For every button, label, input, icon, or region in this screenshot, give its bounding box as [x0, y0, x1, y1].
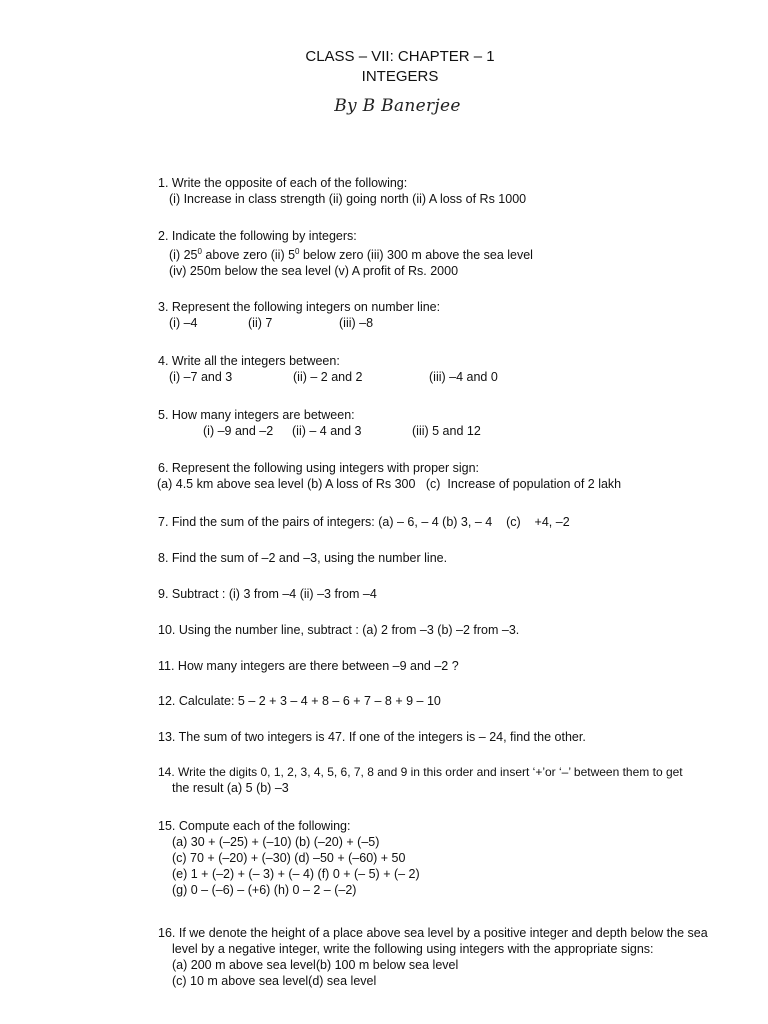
question-5-text: 5. How many integers are between: — [158, 408, 355, 422]
question-11-text: 11. How many integers are there between –9 and –2 ? — [158, 659, 459, 673]
document-title-line1: CLASS – VII: CHAPTER – 1 — [305, 48, 495, 65]
question-7 — [158, 514, 758, 530]
question-4-options — [158, 369, 758, 385]
document-title-line2: INTEGERS — [361, 68, 439, 85]
q5-option-2: (ii) – 4 and 3 — [292, 424, 362, 438]
q4-option-2: (ii) – 2 and 2 — [293, 370, 363, 384]
question-4-text: 4. Write all the integers between: — [158, 354, 340, 368]
question-16-text: 16. If we denote the height of a place above sea level by a positive integer and depth below the sea — [158, 926, 708, 940]
q2-part-a: (i) 25 — [169, 248, 198, 263]
question-4 — [158, 353, 758, 385]
degree-superscript: 0 — [197, 247, 202, 256]
question-14 — [158, 764, 758, 796]
question-10 — [158, 622, 758, 638]
question-15-part-ab: (a) 30 + (–25) + (–10) (b) (–20) + (–5) — [172, 835, 380, 849]
author-signature: By B Banerjee — [334, 96, 461, 116]
question-6 — [158, 460, 758, 492]
question-15-part-cd: (c) 70 + (–20) + (–30) (d) –50 + (–60) + 50 — [172, 851, 406, 865]
q4-option-3: (iii) –4 and 0 — [429, 370, 498, 384]
question-8-text: 8. Find the sum of –2 and –3, using the number line. — [158, 551, 448, 565]
question-3 — [158, 299, 758, 331]
question-16-text-cont: level by a negative integer, write the following using integers with the appropriate signs: — [172, 942, 654, 956]
question-2-text: 2. Indicate the following by integers: — [158, 229, 357, 243]
q3-option-3: (iii) –8 — [339, 316, 374, 330]
question-3-options — [158, 315, 758, 331]
question-5-options — [158, 423, 758, 439]
question-9-text: 9. Subtract : (i) 3 from –4 (ii) –3 from –4 — [158, 587, 377, 601]
question-1-text: 1. Write the opposite of each of the following: — [158, 176, 408, 190]
question-8 — [158, 550, 758, 566]
question-2-options-line2: (iv) 250m below the sea level (v) A profit of Rs. 2000 — [169, 264, 459, 279]
question-15 — [158, 818, 758, 898]
q2-part-b: above zero (ii) 5 — [201, 248, 296, 263]
question-13 — [158, 729, 758, 745]
q4-option-1: (i) –7 and 3 — [169, 370, 233, 384]
question-7-text: 7. Find the sum of the pairs of integers: (a) – 6, – 4 (b) 3, – 4 (c) +4, –2 — [158, 515, 570, 529]
question-2-options-line1 — [158, 244, 758, 263]
q2-part-c: below zero (iii) 300 m above the sea level — [299, 248, 533, 263]
question-15-part-ef: (e) 1 + (–2) + (– 3) + (– 4) (f) 0 + (– 5) + (– 2) — [172, 867, 420, 881]
question-9 — [158, 586, 758, 602]
question-2 — [158, 228, 758, 279]
question-16-part-ab: (a) 200 m above sea level(b) 100 m below sea level — [172, 958, 459, 972]
question-6-text: 6. Represent the following using integers with proper sign: — [158, 461, 480, 475]
question-1-options: (i) Increase in class strength (ii) going north (ii) A loss of Rs 1000 — [169, 192, 527, 206]
q5-option-1: (i) –9 and –2 — [203, 424, 274, 438]
q3-option-2: (ii) 7 — [248, 316, 273, 330]
question-5 — [158, 407, 758, 439]
question-14-text: 14. Write the digits 0, 1, 2, 3, 4, 5, 6, 7, 8 and 9 in this order and insert ‘+’or ‘–’ between them to get — [158, 765, 683, 779]
question-15-part-gh: (g) 0 – (–6) – (+6) (h) 0 – 2 – (–2) — [172, 883, 357, 897]
q3-option-1: (i) –4 — [169, 316, 198, 330]
question-13-text: 13. The sum of two integers is 47. If one of the integers is – 24, find the other. — [158, 730, 586, 744]
question-12 — [158, 693, 758, 709]
question-1 — [158, 175, 758, 207]
question-6-options: (a) 4.5 km above sea level (b) A loss of Rs 300 (c) Increase of population of 2 lakh — [157, 477, 622, 491]
question-16 — [158, 925, 758, 989]
question-11 — [158, 658, 758, 674]
question-16-part-cd: (c) 10 m above sea level(d) sea level — [172, 974, 377, 988]
question-10-text: 10. Using the number line, subtract : (a) 2 from –3 (b) –2 from –3. — [158, 623, 520, 637]
q5-option-3: (iii) 5 and 12 — [412, 424, 481, 438]
question-3-text: 3. Represent the following integers on number line: — [158, 300, 441, 314]
question-14-result: the result (a) 5 (b) –3 — [172, 781, 289, 795]
question-12-text: 12. Calculate: 5 – 2 + 3 – 4 + 8 – 6 + 7 – 8 + 9 – 10 — [158, 694, 441, 708]
degree-superscript: 0 — [295, 247, 300, 256]
question-15-text: 15. Compute each of the following: — [158, 819, 351, 833]
